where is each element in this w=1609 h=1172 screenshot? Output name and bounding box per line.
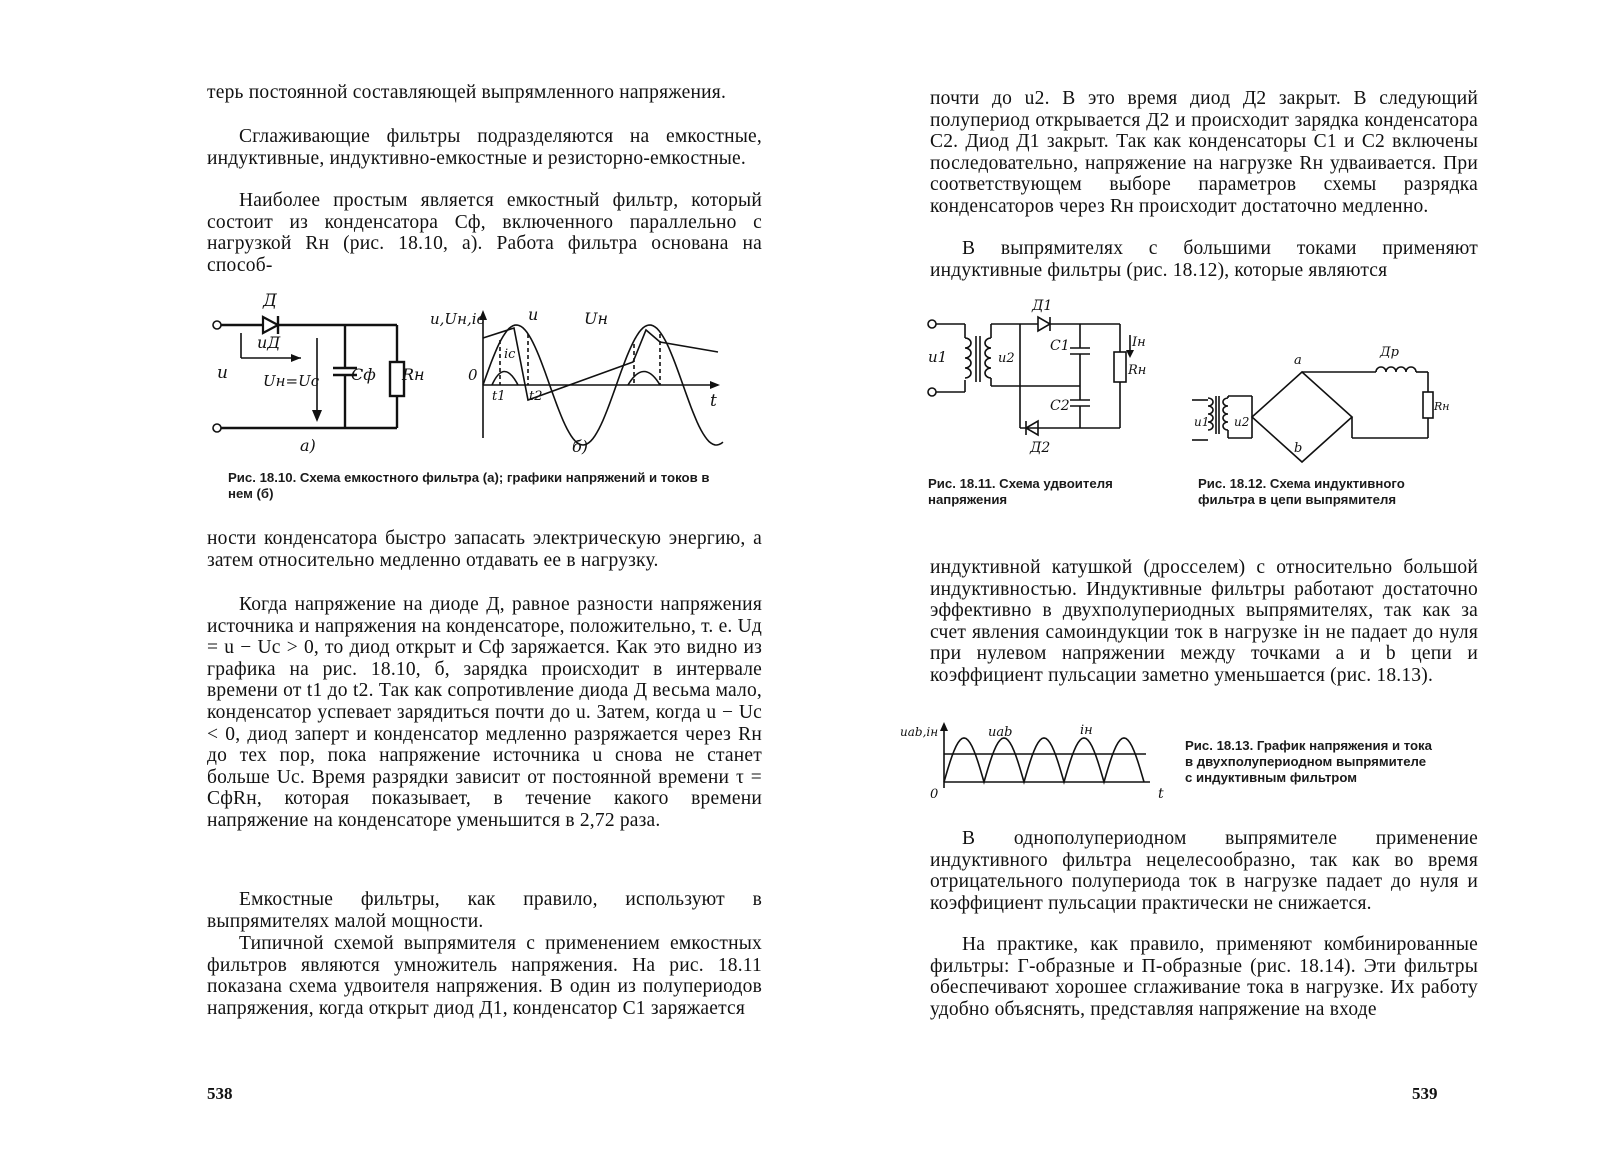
u-label: u: [528, 305, 539, 324]
d2-label: Д2: [1030, 440, 1051, 456]
voltage-doubler-circuit: [920, 290, 1150, 470]
un-curve: [483, 328, 718, 400]
paragraph: На практике, как правило, применяют комбинированные фильтры: Г-образные и П-образные (рис. 18.14). Эти фильтры обеспечивают хорошее сглаживание тока в нагрузке. Их работу удобно объяснять, представляя напряжение на входе: [930, 934, 1478, 1020]
cap-label: Cф: [351, 365, 376, 384]
diode-label: Д: [263, 291, 277, 311]
paragraph: Емкостные фильтры, как правило, используют в выпрямителях малой мощности.: [207, 889, 762, 932]
ic-label: ic: [504, 347, 516, 362]
uab-curve: [944, 738, 1144, 782]
resistor-icon: [1423, 392, 1433, 418]
load-label: Rн: [402, 365, 425, 384]
label-b: б): [572, 437, 589, 456]
source-label: u: [217, 363, 228, 383]
c2-label: C2: [1050, 398, 1070, 414]
page-number: 538: [207, 1084, 233, 1103]
axis-y-label: uab,iн: [900, 725, 939, 739]
paragraph: ности конденсатора быстро запасать электрическую энергию, а затем относительно медленно отдавать ее в нагрузку.: [207, 528, 762, 571]
figure-caption-18-10: Рис. 18.10. Схема емкостного фильтра (а); графики напряжений и токов в нем (б): [228, 470, 710, 501]
paragraph: В однополупериодном выпрямителе применение индуктивного фильтра нецелесообразно, так как во время отрицательного полупериода ток в нагрузке падает до нуля и коэффициент пульсации практически не снижается.: [930, 828, 1478, 914]
rn-label: Rн: [1434, 400, 1450, 413]
u2-label: u2: [998, 351, 1015, 366]
inductive-filter-circuit: [1190, 340, 1450, 460]
left-page: [0, 0, 800, 1172]
ud-label: uД: [257, 333, 281, 352]
un-uc-label: Uн=Uc: [263, 372, 320, 390]
axis-t-label: t: [710, 391, 717, 411]
diode-icon: [1038, 317, 1050, 331]
diode-icon: [263, 317, 278, 333]
t2-label: t2: [529, 389, 543, 404]
paragraph: Сглаживающие фильтры подразделяются на емкостные, индуктивные, индуктивно-емкостные и резисторно-емкостные.: [207, 126, 762, 169]
choke-icon: [1376, 367, 1416, 372]
figure-caption-18-13: Рис. 18.13. График напряжения и тока в двухполупериодном выпрямителе с индуктивным фильтром: [1185, 738, 1432, 785]
paragraph: индуктивной катушкой (дросселем) с относительно большой индуктивностью. Индуктивные фильтры работают достаточно эффективно в двухполупериодных выпрямителях, так как за счет явления самоиндукции ток в нагрузке iн не падает до нуля при нулевом напряжении между точками a и b цепи и коэффициент пульсации заметно уменьшается (рис. 18.13).: [930, 557, 1478, 686]
figure-caption-18-12: Рис. 18.12. Схема индуктивного фильтра в цепи выпрямителя: [1198, 476, 1405, 507]
paragraph: Когда напряжение на диоде Д, равное разности напряжения источника и напряжения на конденсаторе, положительно, т. е. Uд = u − Uc > 0, то диод открыт и Cф заряжается. Как это видно из графика на рис. 18.10, б, зарядка происходит в интервале времени от t1 до t2. Так как сопротивление диода Д весьма мало, конденсатор успевает зарядиться почти до u. Затем, когда u − Uc < 0, диод заперт и конденсатор медленно разряжается через Rн до тех пор, пока напряжение источника u снова не станет больше Uc. Время разрядки зависит от постоянной времени τ = CфRн, которая показывает, в течение какого времени напряжение на конденсаторе уменьшится в 2,72 раза.: [207, 594, 762, 831]
t1-label: t1: [492, 389, 506, 404]
in-label: iн: [1080, 723, 1093, 738]
resistor-icon: [1114, 352, 1126, 382]
paragraph: В выпрямителях с большими токами применяют индуктивные фильтры (рис. 18.12), которые являются: [930, 238, 1478, 281]
paragraph: терь постоянной составляющей выпрямленного напряжения.: [207, 82, 727, 103]
paragraph: Наиболее простым является емкостный фильтр, который состоит из конденсатора Cф, включенного параллельно с нагрузкой Rн (рис. 18.10, а). Работа фильтра основана на способ-: [207, 190, 762, 276]
axis-t-label: t: [1158, 786, 1164, 802]
paragraph: почти до u2. В это время диод Д2 закрыт. В следующий полупериод открывается Д2 и происходит зарядка конденсатора C2. Диод Д1 закрыт. Так как конденсаторы C1 и C2 включены последовательно, напряжение на нагрузке Rн удваивается. При соответствующем выборе параметров схемы разрядка конденсаторов через Rн происходит достаточно медленно.: [930, 88, 1478, 217]
rectified-waveform-graph: [900, 716, 1175, 806]
u1-label: u1: [1194, 415, 1210, 429]
capacitive-filter-circuit: [205, 288, 425, 456]
un-label: Uн: [584, 309, 609, 328]
d1-label: Д1: [1032, 298, 1053, 314]
rn-label: Rн: [1128, 363, 1147, 378]
point-a-label: a: [1294, 353, 1302, 368]
axis-y-label: u,Uн,ic: [430, 310, 485, 328]
c1-label: C1: [1050, 338, 1070, 354]
label-a: а): [300, 436, 316, 455]
right-page: [800, 0, 1609, 1172]
transformer-primary-icon: [965, 338, 971, 378]
u1-label: u1: [928, 348, 948, 366]
figure-caption-18-11: Рис. 18.11. Схема удвоителя напряжения: [928, 476, 1113, 507]
paragraph: Типичной схемой выпрямителя с применением емкостных фильтров являются умножитель напряжения. На рис. 18.11 показана схема удвоителя напряжения. В один из полупериодов напряжения, когда открыт диод Д1, конденсатор C1 заряжается: [207, 933, 762, 1019]
filter-waveform-graph: [428, 300, 728, 460]
page-number: 539: [1412, 1084, 1438, 1103]
in-label: Iн: [1132, 335, 1146, 350]
choke-label: Др: [1380, 345, 1399, 360]
uab-label: uab: [988, 725, 1013, 740]
origin-label: 0: [468, 366, 478, 384]
point-b-label: b: [1294, 441, 1303, 456]
origin-label: 0: [930, 787, 939, 802]
u2-label: u2: [1234, 415, 1250, 429]
